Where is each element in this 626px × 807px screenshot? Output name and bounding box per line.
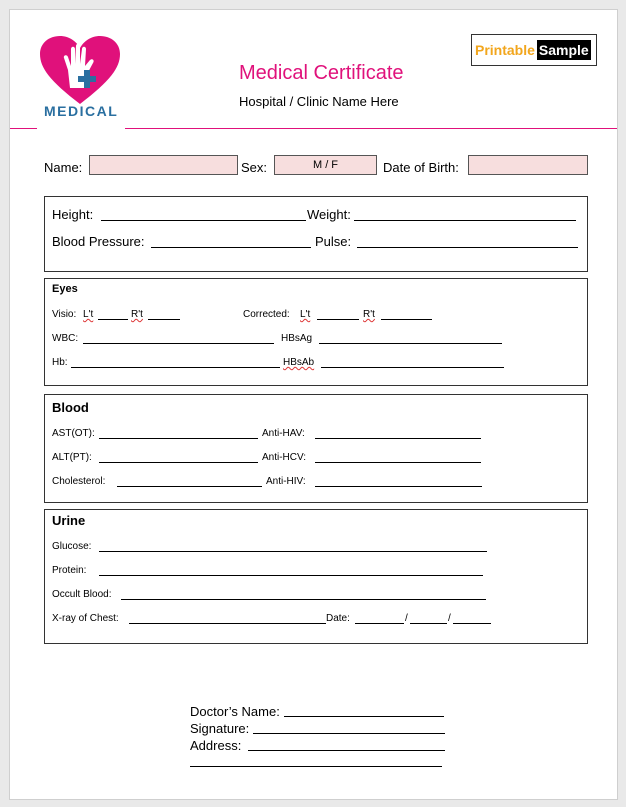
- hb-field[interactable]: [71, 367, 280, 368]
- name-label: Name:: [44, 160, 83, 175]
- printable-sample-badge: [471, 34, 597, 66]
- date-year-field[interactable]: [453, 623, 491, 624]
- xray-label: X-ray of Chest:: [52, 613, 119, 624]
- date-month-field[interactable]: [410, 623, 447, 624]
- anti-hcv-label: Anti-HCV:: [262, 452, 307, 463]
- wbc-label: WBC:: [52, 333, 79, 344]
- corrected-lt-field[interactable]: [317, 319, 359, 320]
- dob-label: Date of Birth:: [383, 160, 459, 175]
- doctor-name-field[interactable]: [284, 716, 444, 717]
- hbsab-field[interactable]: [321, 367, 504, 368]
- signature-field[interactable]: [253, 733, 445, 734]
- hb-label: Hb:: [52, 357, 68, 368]
- signature-label: Signature:: [190, 721, 250, 736]
- urine-title: Urine: [52, 513, 86, 528]
- visio-rt-field[interactable]: [148, 319, 180, 320]
- name-field[interactable]: [89, 155, 238, 175]
- date-slash-2: /: [448, 613, 451, 624]
- date-label: Date:: [326, 613, 350, 624]
- protein-field[interactable]: [99, 575, 483, 576]
- eyes-section: [44, 278, 588, 386]
- weight-label: Weight:: [307, 207, 351, 222]
- address-label: Address:: [190, 738, 242, 753]
- doctor-name-label: Doctor’s Name:: [190, 704, 280, 719]
- occult-blood-label: Occult Blood:: [52, 589, 112, 600]
- corrected-label: Corrected:: [243, 309, 290, 320]
- height-field[interactable]: [101, 220, 306, 221]
- pulse-label: Pulse:: [315, 234, 352, 249]
- visio-rt-label: R't: [131, 309, 143, 320]
- ast-label: AST(OT):: [52, 428, 95, 439]
- medical-heart-logo: [40, 36, 120, 106]
- occult-blood-field[interactable]: [121, 599, 486, 600]
- glucose-label: Glucose:: [52, 541, 92, 552]
- xray-field[interactable]: [129, 623, 326, 624]
- alt-field[interactable]: [99, 462, 258, 463]
- header-divider-gap: [37, 124, 125, 132]
- badge-sample-text: Sample: [538, 42, 589, 58]
- corrected-rt-field[interactable]: [381, 319, 432, 320]
- corrected-rt-label: R't: [363, 309, 375, 320]
- blood-title: Blood: [52, 400, 89, 415]
- date-slash-1: /: [405, 613, 408, 624]
- ast-field[interactable]: [99, 438, 258, 439]
- wbc-field[interactable]: [83, 343, 274, 344]
- glucose-field[interactable]: [99, 551, 487, 552]
- page-subtitle: Hospital / Clinic Name Here: [239, 94, 399, 109]
- address-field-line-2[interactable]: [190, 766, 442, 767]
- dob-field[interactable]: [468, 155, 588, 175]
- height-label: Height:: [52, 207, 94, 222]
- anti-hav-label: Anti-HAV:: [262, 428, 305, 439]
- pulse-field[interactable]: [357, 247, 578, 248]
- cholesterol-label: Cholesterol:: [52, 476, 106, 487]
- cholesterol-field[interactable]: [117, 486, 262, 487]
- certificate-page: [9, 9, 618, 800]
- anti-hiv-field[interactable]: [315, 486, 482, 487]
- corrected-lt-label: L't: [300, 309, 311, 320]
- hbsag-label: HBsAg: [281, 333, 313, 344]
- anti-hav-field[interactable]: [315, 438, 481, 439]
- sex-field[interactable]: M / F: [274, 155, 377, 175]
- badge-printable-text: Printable: [475, 42, 535, 58]
- blood-pressure-label: Blood Pressure:: [52, 234, 145, 249]
- anti-hiv-label: Anti-HIV:: [266, 476, 306, 487]
- anti-hcv-field[interactable]: [315, 462, 481, 463]
- hbsag-field[interactable]: [319, 343, 502, 344]
- blood-pressure-field[interactable]: [151, 247, 311, 248]
- sex-label: Sex:: [241, 160, 268, 175]
- address-field[interactable]: [248, 750, 445, 751]
- page-title: Medical Certificate: [239, 62, 404, 84]
- eyes-title: Eyes: [52, 283, 78, 295]
- visio-label: Visio:: [52, 309, 77, 320]
- hbsab-label: HBsAb: [283, 357, 315, 368]
- weight-field[interactable]: [354, 220, 576, 221]
- alt-label: ALT(PT):: [52, 452, 92, 463]
- visio-lt-label: L't: [83, 309, 94, 320]
- date-day-field[interactable]: [355, 623, 404, 624]
- cross-h: [78, 76, 96, 82]
- logo-text: MEDICAL: [44, 103, 119, 119]
- protein-label: Protein:: [52, 565, 87, 576]
- visio-lt-field[interactable]: [98, 319, 128, 320]
